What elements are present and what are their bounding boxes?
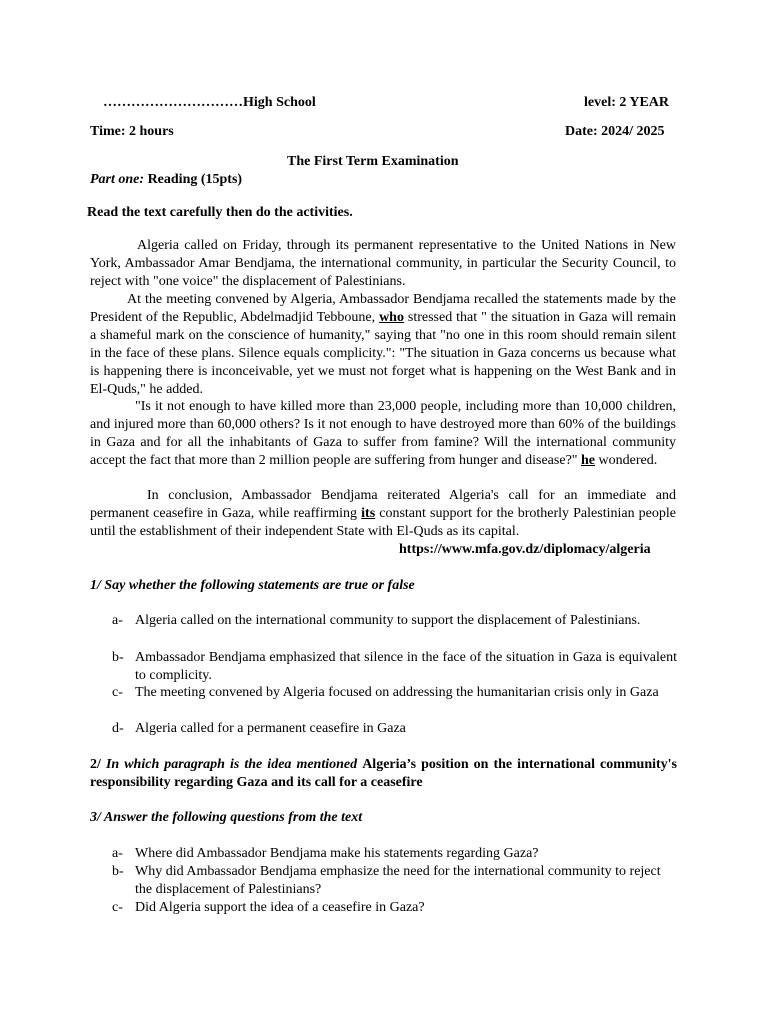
list-marker: b- (112, 864, 124, 879)
part-title: Reading (15pts) (147, 172, 243, 187)
question-2-number: 2/ (90, 757, 101, 772)
part-heading (90, 171, 242, 189)
paragraph-1 (90, 237, 676, 291)
paragraph-3 (90, 398, 676, 470)
list-marker: a- (112, 613, 123, 628)
paragraph-2-text-b: stressed that " the situation in Gaza will remain a shameful mark on the conscience of humanity," saying that "no one in this room should remain silent in the face of these plans. Silence equals complicity.": "The situation in Gaza concerns us because what is happening there is inconceivable, yet we must not forget what is happening on the West Bank and in El-Quds," he added. (90, 310, 676, 397)
list-marker: a- (112, 846, 123, 861)
reference-word-he: he (581, 453, 595, 468)
question-2 (90, 756, 677, 792)
school-year: Date: 2024/ 2025 (565, 124, 665, 139)
school-name: …………………………High School (103, 95, 316, 110)
paragraph-3-text-b: wondered. (595, 453, 658, 468)
paragraph-4 (90, 487, 676, 541)
paragraph-2-text-a: At the meeting convened by Algeria, Ambassador Bendjama recalled the statements made by the President of the Republic, Abdelmadjid Tebboune, (90, 292, 676, 325)
question-1-title: 1/ Say whether the following statements are true or false (90, 578, 415, 593)
instruction: Read the text carefully then do the activities. (87, 205, 353, 220)
paragraph-2 (90, 291, 676, 399)
paragraph-3-text-a: "Is it not enough to have killed more than 23,000 people, including more than 10,000 children, and injured more than 60,000 others? Is it not enough to have destroyed more than 60% of the buildings in Gaza and for all the inhabitants of Gaza to suffer from famine? Will the international community accept the fact that more than 2 million people are suffering from hunger and disease?" (90, 399, 676, 468)
list-item-text: The meeting convened by Algeria focused on addressing the humanitarian crisis only in Gaza (135, 685, 659, 700)
list-marker: d- (112, 721, 124, 736)
list-item-text: Algeria called for a permanent ceasefire in Gaza (135, 721, 406, 736)
paragraph-1-text: Algeria called on Friday, through its permanent representative to the United Nations in New York, Ambassador Amar Bendjama, the international community, in particular the Security Council, to reject with "one voice" the displacement of Palestinians. (90, 238, 676, 289)
list-item-text: Did Algeria support the idea of a ceasefire in Gaza? (135, 900, 425, 915)
part-label: Part one: (90, 172, 145, 187)
exam-title: The First Term Examination (287, 154, 459, 169)
question-2-lead: In which paragraph is the idea mentioned (105, 757, 358, 772)
source-link[interactable]: https://www.mfa.gov.dz/diplomacy/algeria (399, 542, 651, 557)
list-marker: b- (112, 650, 124, 665)
list-item-text: Where did Ambassador Bendjama make his statements regarding Gaza? (135, 846, 539, 861)
reference-word-its: its (361, 506, 376, 521)
level: level: 2 YEAR (584, 95, 670, 110)
paragraph-4-text-a: In conclusion, Ambassador Bendjama reiterated Algeria's call for an immediate and permanent ceasefire in Gaza, while reaffirming (90, 488, 676, 521)
paragraph-4-text-b: constant support for the brotherly Palestinian people until the establishment of their independent State with El-Quds as its capital. (90, 506, 676, 539)
exam-time: Time: 2 hours (90, 124, 174, 139)
question-3-title: 3/ Answer the following questions from the text (90, 810, 363, 825)
list-item-text: Why did Ambassador Bendjama emphasize the need for the international community to reject the displacement of Palestinians? (135, 864, 661, 897)
list-marker: c- (112, 900, 123, 915)
question-2-idea: Algeria’s position on the international community's responsibility regarding Gaza and its call for a ceasefire (90, 757, 678, 790)
list-item-text: Algeria called on the international community to support the displacement of Palestinians. (135, 613, 641, 628)
list-marker: c- (112, 685, 123, 700)
reference-word-who: who (379, 310, 404, 325)
list-item-text: Ambassador Bendjama emphasized that silence in the face of the situation in Gaza is equivalent to complicity. (135, 650, 677, 683)
